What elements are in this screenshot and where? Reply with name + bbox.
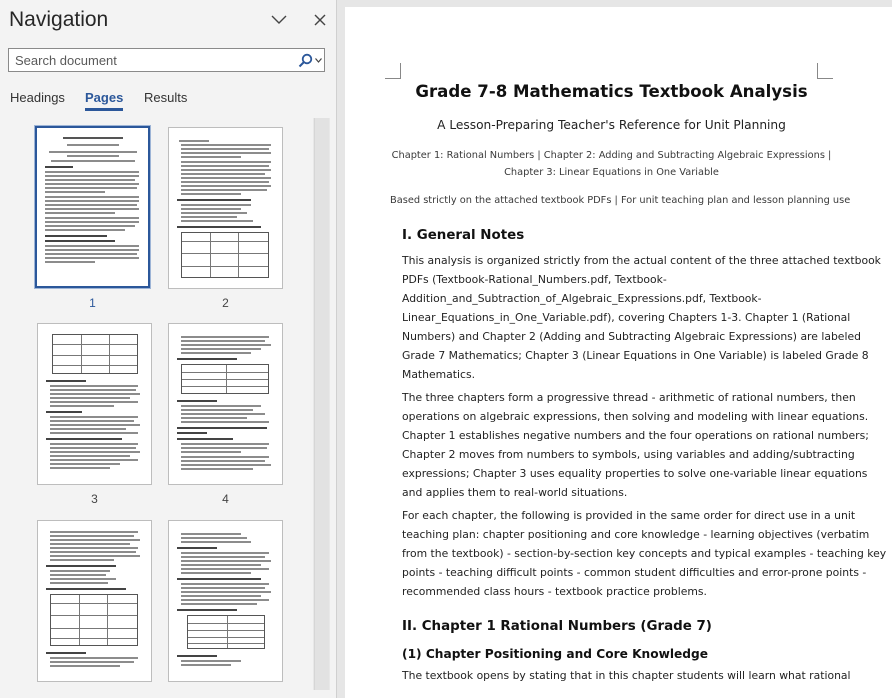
crop-mark-left: [385, 63, 401, 79]
document-title: Grade 7-8 Mathematics Textbook Analysis: [415, 82, 808, 101]
page-thumbnail-6[interactable]: [168, 520, 283, 682]
subsection-heading-positioning: (1) Chapter Positioning and Core Knowledge: [402, 647, 709, 661]
search-button[interactable]: [297, 52, 323, 69]
paragraph-line: For each chapter, the following is provided in the same order for direct use in a unit: [402, 509, 856, 522]
paragraph-line: Grade 7 Mathematics; Chapter 3 (Linear Equations in One Variable) is labeled Grade 8: [402, 349, 869, 362]
chapters-line-2: Chapter 3: Linear Equations in One Variable: [504, 167, 719, 178]
page-number-3: 3: [91, 492, 98, 506]
search-box: [8, 48, 325, 72]
chevron-down-icon: [271, 15, 287, 25]
paragraph-line: points - teaching difficult points - common student difficulties and error-prone points -: [402, 566, 867, 579]
tab-pages[interactable]: Pages: [85, 90, 124, 105]
paragraph-line: from the textbook) - section-by-section key concepts and typical examples - teaching key: [402, 547, 887, 560]
based-on-line: Based strictly on the attached textbook PDFs | For unit teaching plan and lesson planning use: [390, 195, 851, 206]
close-icon: [314, 14, 326, 26]
paragraph-line: teaching plan: chapter positioning and core knowledge - learning objectives (verbatim: [402, 528, 870, 541]
chapters-line-1: Chapter 1: Rational Numbers | Chapter 2: Adding and Subtracting Algebraic Expressions |: [391, 150, 832, 161]
tab-headings[interactable]: Headings: [10, 90, 65, 105]
scrollbar-thumb[interactable]: [314, 118, 329, 690]
navigation-title: Navigation: [9, 8, 109, 31]
pane-divider[interactable]: [336, 0, 344, 698]
document-page[interactable]: [345, 7, 892, 698]
page-thumbnails: [0, 118, 312, 698]
search-icon: [298, 53, 313, 68]
paragraph-line: This analysis is organized strictly from the actual content of the three attached textbook: [402, 254, 881, 267]
paragraph-line: The textbook opens by stating that in this chapter students will learn what rational: [402, 669, 851, 682]
paragraph-line: Mathematics.: [402, 368, 476, 381]
pane-options-button[interactable]: [268, 9, 290, 31]
paragraph-line: Chapter 2 moves from numbers to symbols, using variables and adding/subtracting: [402, 448, 855, 461]
page-number-2: 2: [222, 296, 229, 310]
search-input[interactable]: [9, 49, 294, 71]
section-heading-chapter-1: II. Chapter 1 Rational Numbers (Grade 7): [402, 619, 712, 634]
close-pane-button[interactable]: [309, 9, 331, 31]
crop-mark-right: [817, 63, 833, 79]
paragraph-line: Chapter 1 establishes negative numbers and the four operations on rational numbers;: [402, 429, 869, 442]
caret-down-icon: [315, 58, 322, 63]
page-thumbnail-2[interactable]: [168, 127, 283, 289]
page-thumbnail-5[interactable]: [37, 520, 152, 682]
page-number-4: 4: [222, 492, 229, 506]
page-thumbnail-3[interactable]: [37, 323, 152, 485]
tab-results[interactable]: Results: [144, 90, 188, 105]
page-number-1: 1: [89, 296, 96, 310]
paragraph-line: expressions; Chapter 3 uses equality properties to solve one-variable linear equations: [402, 467, 868, 480]
paragraph-line: operations on algebraic expressions, then solving and modeling with linear equations.: [402, 410, 869, 423]
paragraph-line: Numbers) and Chapter 2 (Adding and Subtracting Algebraic Expressions) are labeled: [402, 330, 861, 343]
navigation-pane: [0, 0, 336, 698]
paragraph-line: The three chapters form a progressive thread - arithmetic of rational numbers, then: [402, 391, 856, 404]
paragraph-line: recommended class hours - textbook practice problems.: [402, 585, 707, 598]
paragraph-line: and applies them to real-world situations.: [402, 486, 628, 499]
thumbnails-scrollbar[interactable]: [313, 118, 330, 690]
paragraph-line: Linear_Equations_in_One_Variable.pdf), covering Chapters 1-3. Chapter 1 (Rational: [402, 311, 851, 324]
paragraph-line: PDFs (Textbook-Rational_Numbers.pdf, Textbook-: [402, 273, 667, 286]
page-thumbnail-4[interactable]: [168, 323, 283, 485]
paragraph-line: Addition_and_Subtraction_of_Algebraic_Expressions.pdf, Textbook-: [402, 292, 762, 305]
section-heading-general-notes: I. General Notes: [402, 228, 525, 243]
document-subtitle: A Lesson-Preparing Teacher's Reference for Unit Planning: [437, 118, 786, 132]
page-thumbnail-1[interactable]: [35, 126, 150, 288]
